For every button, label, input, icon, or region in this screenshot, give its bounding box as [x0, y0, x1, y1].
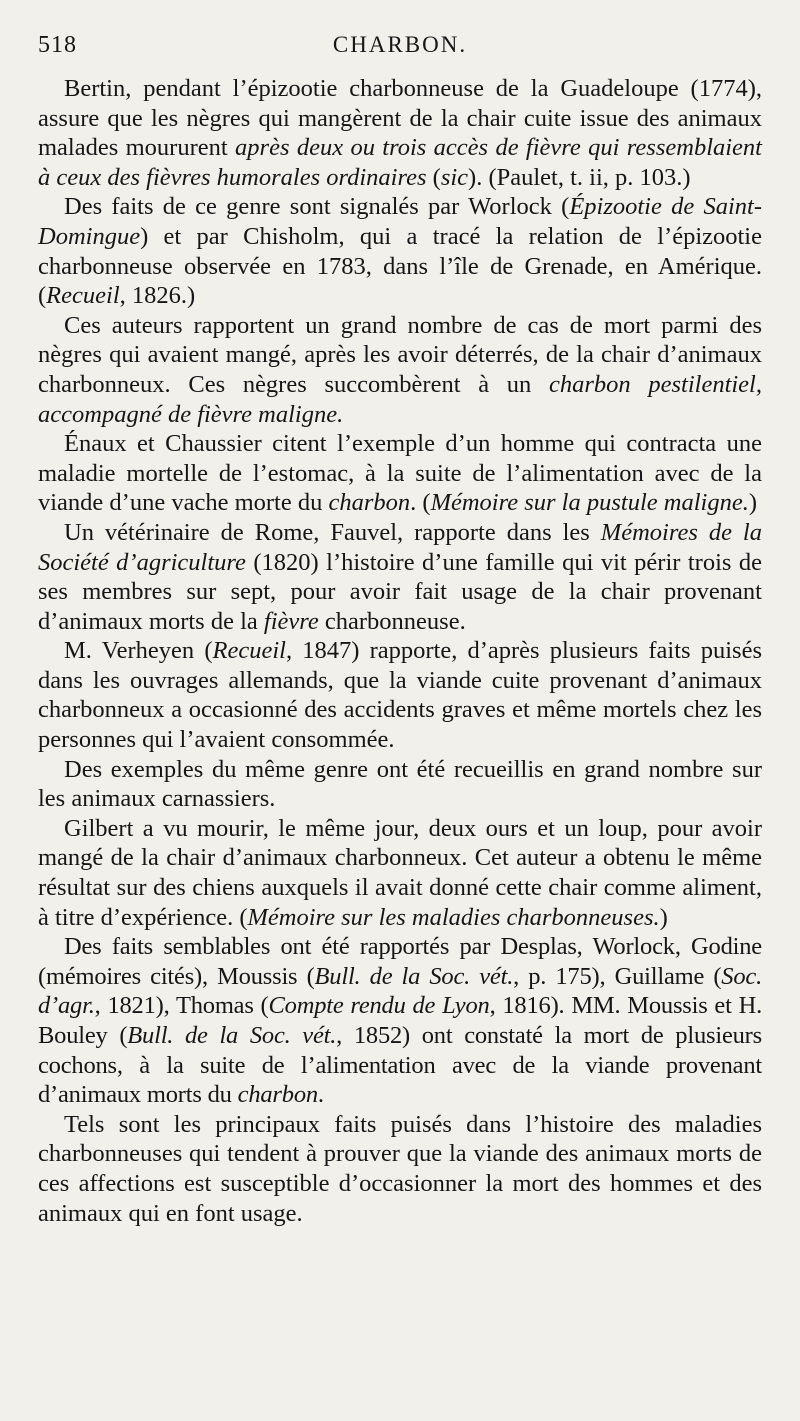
text-run: Énaux et Chaussier citent l’exemple d’un homme qui contracta une maladie mortelle de l’estomac, à la suite de l’alimentation avec de la viande d’une vache morte du — [38, 430, 762, 517]
text-run: ) — [748, 489, 757, 517]
paragraph — [38, 814, 762, 932]
page-number: 518 — [38, 32, 77, 58]
text-run: charbonneuse. — [318, 607, 466, 635]
italic-run: Bull. de la Soc. vét. — [314, 962, 514, 990]
text-run: , 1847) rapporte, d’après plusieurs faits puisés dans les ouvrages allemands, que la viande cuite provenant d’animaux charbonneux a occasionné des accidents graves et même mortels chez les personnes qui l’avaient consommée. — [38, 637, 762, 754]
text-run: Ces auteurs rapportent un grand nombre de cas de mort parmi des nègres qui avaient mangé, après les avoir déterrés, de la chair d’animaux charbonneux. Ces nègres succombèrent à un — [38, 311, 762, 398]
paragraph — [38, 932, 762, 1110]
paragraph — [38, 518, 762, 636]
paragraph — [38, 755, 762, 814]
body-text — [38, 74, 762, 1228]
text-run: Des faits de ce genre sont signalés par Worlock ( — [64, 193, 570, 221]
text-run: M. Verheyen ( — [64, 637, 213, 665]
text-run: . — [317, 1081, 324, 1109]
text-run: , p. 175), Guillame ( — [513, 962, 722, 990]
italic-run: Mémoire sur les maladies charbonneuses. — [247, 903, 660, 931]
paragraph — [38, 311, 762, 429]
italic-run: sic — [440, 163, 469, 191]
text-run: (1820) l’histoire d’une famille qui vit périr trois de ses membres sur sept, pour avoir fait usage de la chair provenant d’animaux morts de la — [38, 548, 762, 635]
text-run: , 1826.) — [119, 282, 196, 310]
text-run: Des faits semblables ont été rapportés par Desplas, Worlock, Godine (mémoires cités), Moussis ( — [38, 933, 762, 990]
text-run: Des exemples du même genre ont été recueillis en grand nombre sur les animaux carnassiers. — [38, 755, 762, 813]
text-run: Gilbert a vu mourir, le même jour, deux ours et un loup, pour avoir mangé de la chair d’animaux charbonneux. Cet auteur a obtenu le même résultat sur des chiens auxquels il avait donné cette chair comme aliment, à titre d’expérience. ( — [38, 814, 762, 931]
running-title: CHARBON. — [332, 32, 468, 57]
paragraph — [38, 429, 762, 518]
text-run: . ( — [410, 489, 431, 517]
paragraph — [38, 192, 762, 310]
italic-run: Compte rendu de Lyon — [268, 992, 490, 1020]
italic-run: charbon — [237, 1081, 318, 1109]
italic-run: Bull. de la Soc. vét. — [127, 1022, 337, 1049]
text-run: ). (Paulet, t. ii, p. 103.) — [468, 163, 691, 191]
italic-run: Épizootie de Saint-Domingue — [38, 193, 762, 250]
page-header — [38, 26, 762, 74]
italic-run: Recueil — [46, 282, 120, 310]
italic-run: charbon pestilentiel, accompagné de fièvre maligne. — [38, 370, 762, 428]
text-run: ) et par Chisholm, qui a tracé la relation de l’épizootie charbonneuse observée en 1783, dans l’île de Grenade, en Amérique. ( — [38, 222, 762, 310]
text-run: Bertin, pendant l’épizootie charbonneuse de la Guadeloupe (1774), assure que les nègres qui mangèrent de la chair cuite issue des animaux malades moururent — [38, 75, 762, 162]
text-run: ( — [426, 163, 441, 191]
text-run: ) — [659, 903, 668, 931]
paragraph — [38, 1110, 762, 1228]
italic-run: fièvre — [263, 607, 319, 635]
text-run: Un vétérinaire de Rome, Fauvel, rapporte dans les — [64, 518, 601, 546]
text-run: , 1816). MM. Moussis et H. Bouley ( — [38, 992, 762, 1049]
italic-run: après deux ou trois accès de fièvre qui ressemblaient à ceux des fièvres humorales ordinaires — [38, 134, 762, 191]
paragraph — [38, 636, 762, 754]
text-run: , 1821), Thomas ( — [94, 992, 269, 1020]
italic-run: Soc. d’agr. — [38, 962, 762, 1020]
paragraph — [38, 74, 762, 192]
italic-run: Recueil — [212, 637, 286, 665]
italic-run: Mémoires de la Société d’agriculture — [38, 518, 762, 576]
italic-run: Mémoire sur la pustule maligne. — [430, 489, 749, 517]
text-run: , 1852) ont constaté la mort de plusieurs cochons, à la suite de l’alimentation avec de la viande provenant d’animaux morts du — [38, 1022, 762, 1109]
italic-run: charbon — [328, 489, 411, 517]
text-run: Tels sont les principaux faits puisés dans l’histoire des maladies charbonneuses qui tendent à prouver que la viande des animaux morts de ces affections est susceptible d’occasionner la mort des hommes et des animaux qui en font usage. — [38, 1110, 762, 1227]
